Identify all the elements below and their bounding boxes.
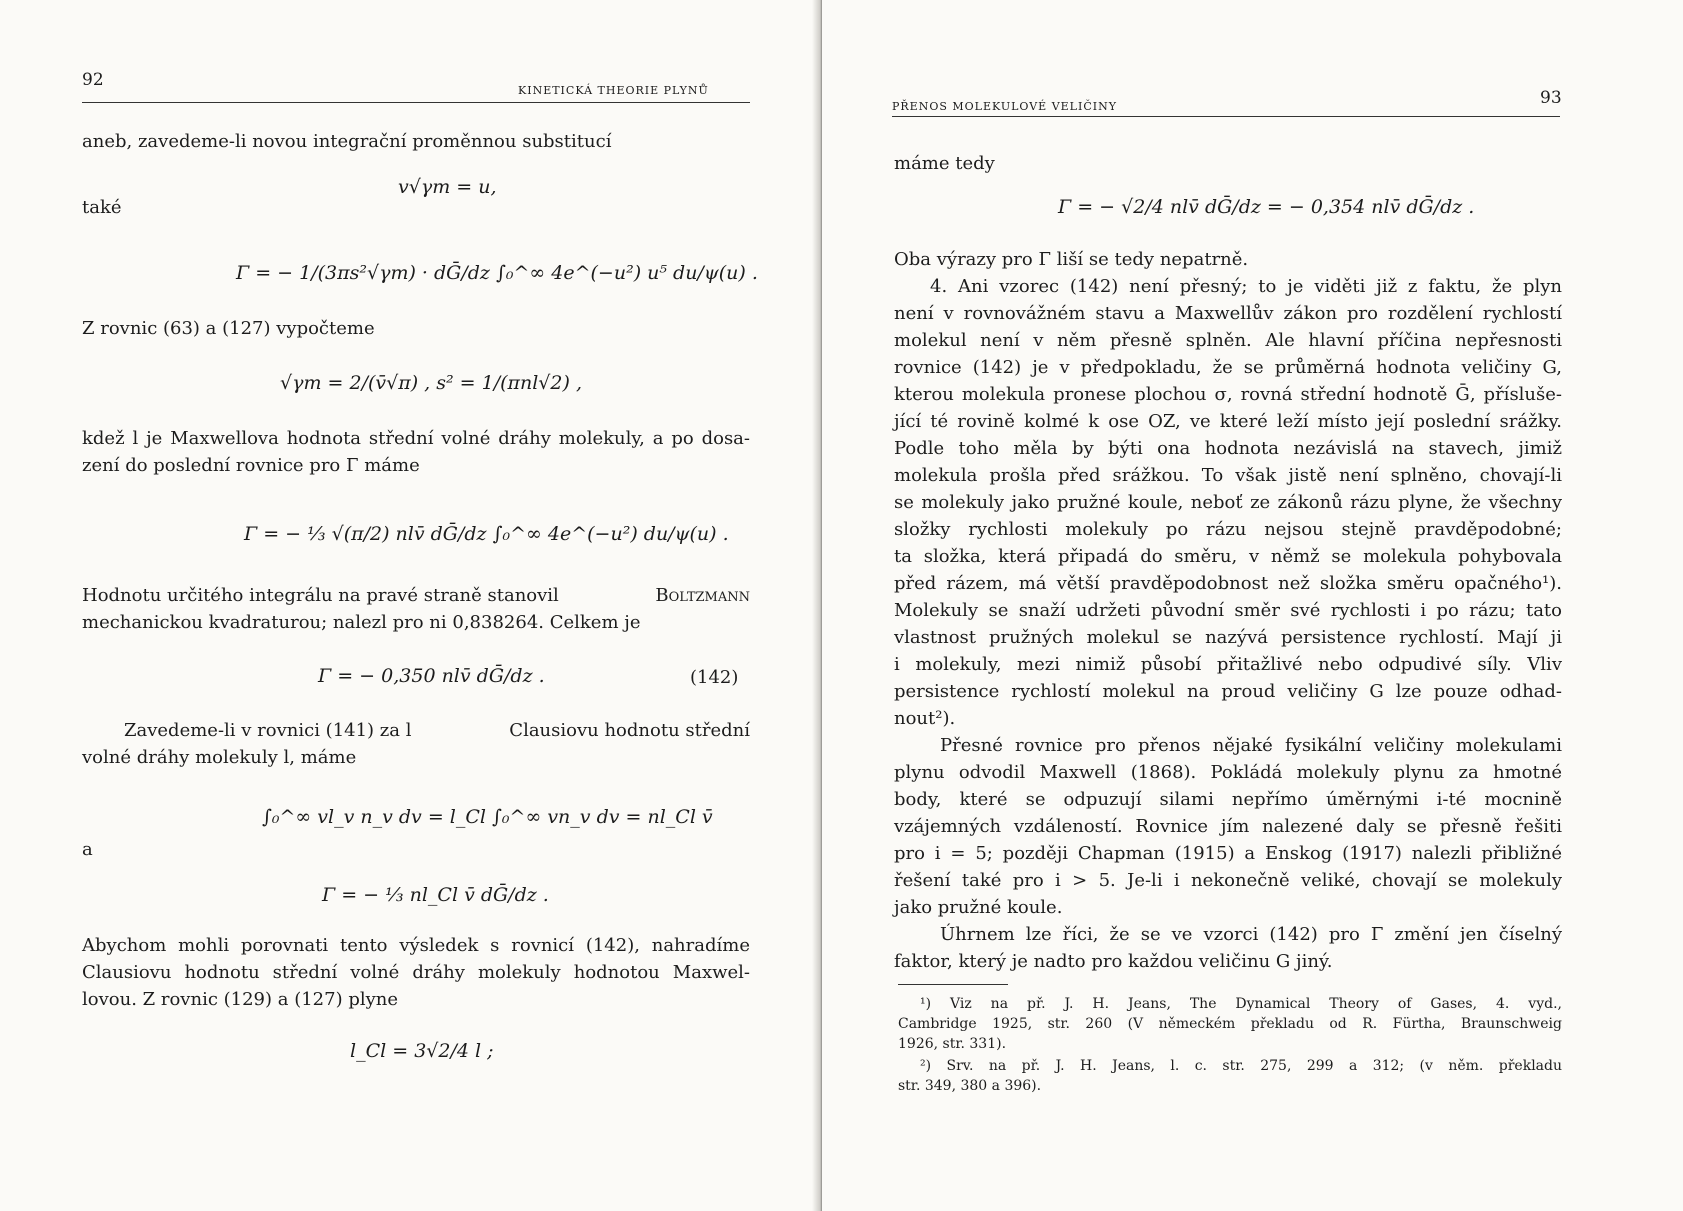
formula: l_Cl = 3√2/4 l ; xyxy=(350,1040,494,1062)
footnote-line: str. 349, 380 a 396). xyxy=(898,1078,1042,1094)
text-line: rovnice (142) je v předpokladu, že se průměrná hodnota veličiny G, xyxy=(894,357,1562,378)
text-line: máme tedy xyxy=(894,153,995,174)
text-line: vzájemných vzdáleností. Rovnice jím nalezené daly se přesně řešiti xyxy=(894,816,1562,837)
text-line: řešení také pro i > 5. Je-li i nekonečně veliké, chovají se molekuly xyxy=(894,870,1562,891)
running-head: KINETICKÁ THEORIE PLYNŮ xyxy=(518,84,709,97)
text-line: Úhrnem lze říci, že se ve vzorci (142) pro Γ změní jen číselný xyxy=(940,924,1562,945)
text-line: před rázem, má větší pravděpodobnost než složka směru opačného¹). xyxy=(894,573,1562,594)
text-line: jící té rovině kolmé k ose OZ, ve které leží místo její poslední srážky. xyxy=(894,411,1562,432)
text-line: mechanickou kvadraturou; nalezl pro ni 0,838264. Celkem je xyxy=(82,612,641,633)
text-line: se molekuly jako pružné koule, neboť ze zákonů rázu plyne, že všechny xyxy=(894,492,1562,513)
header-rule xyxy=(82,102,750,103)
equation-number: (142) xyxy=(690,667,739,688)
text-line: jako pružné koule. xyxy=(894,897,1063,918)
header-rule xyxy=(892,116,1560,117)
footnote-line: ¹) Viz na př. J. H. Jeans, The Dynamical Theory of Gases, 4. vyd., xyxy=(920,996,1562,1012)
footnote-rule xyxy=(898,984,1008,985)
text-line xyxy=(82,582,750,609)
right-page xyxy=(822,0,1683,1211)
text-line: Z rovnic (63) a (127) vypočteme xyxy=(82,318,375,339)
text-line: 4. Ani vzorec (142) není přesný; to je viděti již z faktu, že plyn xyxy=(930,276,1562,297)
author-name: Boltzmann xyxy=(655,585,750,606)
page-number: 92 xyxy=(82,70,104,90)
footnote-line: ²) Srv. na př. J. H. Jeans, l. c. str. 275, 299 a 312; (v něm. překladu xyxy=(920,1058,1562,1074)
text-span: , máme xyxy=(289,747,357,768)
text-line: vlastnost pružných molekul se nazývá persistence rychlostí. Mají ji xyxy=(894,627,1562,648)
formula: Γ = − ⅓ nl_Cl v̄ dḠ/dz . xyxy=(322,884,549,906)
text-line: a xyxy=(82,839,93,860)
text-line: také xyxy=(82,197,122,218)
text-line: kdež l je Maxwellova hodnota střední volné dráhy molekuly, a po dosa- xyxy=(82,428,750,449)
footnote-line: 1926, str. 331). xyxy=(898,1036,1007,1052)
text-line: Podle toho měla by býti ona hodnota nezávislá na stavech, jimiž xyxy=(894,438,1562,459)
left-page xyxy=(0,0,820,1211)
formula: Γ = − √2/4 nlv̄ dḠ/dz = − 0,354 nlv̄ dḠ/dz . xyxy=(1058,196,1475,218)
text-span: Clausiovu hodnotu střední xyxy=(509,720,750,741)
text-line: body, které se odpuzují silami nepřímo úměrnými i-té mocnině xyxy=(894,789,1562,810)
text-line: Molekuly se snaží udržeti původní směr své rychlosti i po rázu; tato xyxy=(894,600,1562,621)
formula: Γ = − 1/(3πs²√γm) · dḠ/dz ∫₀^∞ 4e^(−u²) u⁵ du/ψ(u) . xyxy=(236,262,758,284)
text-line: i molekuly, mezi nimiž působí přitažlivé nebo odpudivé síly. Vliv xyxy=(894,654,1562,675)
text-line: Clausiovu hodnotu střední volné dráhy molekuly hodnotou Maxwel- xyxy=(82,962,750,983)
text-line: složky rychlosti molekuly po rázu nejsou stejně pravděpodobné; xyxy=(894,519,1562,540)
formula: v√γm = u, xyxy=(398,176,497,198)
text-line: nout²). xyxy=(894,708,956,729)
text-line: Přesné rovnice pro přenos nějaké fysikální veličiny molekulami xyxy=(940,735,1562,756)
text-span: Hodnotu určitého integrálu na pravé straně stanovil xyxy=(82,585,559,606)
running-head: PŘENOS MOLEKULOVÉ VELIČINY xyxy=(892,100,1117,113)
formula: Γ = − ⅓ √(π/2) nlv̄ dḠ/dz ∫₀^∞ 4e^(−u²) du/ψ(u) . xyxy=(244,523,729,545)
formula: Γ = − 0,350 nlv̄ dḠ/dz . xyxy=(318,665,545,687)
text-line: aneb, zavedeme-li novou integrační proměnnou substitucí xyxy=(82,131,612,152)
text-line: faktor, který je nadto pro každou veličinu G jiný. xyxy=(894,951,1333,972)
text-span: volné dráhy molekuly l xyxy=(82,747,290,768)
text-line xyxy=(82,744,356,771)
text-line: lovou. Z rovnic (129) a (127) plyne xyxy=(82,989,399,1010)
text-line xyxy=(124,717,750,744)
text-line: persistence rychlostí molekul na proud veličiny G lze pouze odhad- xyxy=(894,681,1562,702)
text-line: není v rovnovážném stavu a Maxwellův zákon pro rozdělení rychlostí xyxy=(894,303,1562,324)
text-line: kterou molekula pronese plochou σ, rovná střední hodnotě Ḡ, přísluše- xyxy=(894,384,1562,405)
text-line: zení do poslední rovnice pro Γ máme xyxy=(82,455,420,476)
text-line: molekula prošla před srážkou. To však jistě není splněno, chovají-li xyxy=(894,465,1562,486)
text-line: Oba výrazy pro Γ liší se tedy nepatrně. xyxy=(894,249,1249,270)
page-number: 93 xyxy=(1540,88,1562,108)
formula: √γm = 2/(v̄√π) , s² = 1/(πnl√2) , xyxy=(280,372,582,394)
text-span: Zavedeme-li v rovnici (141) za l xyxy=(124,720,412,741)
text-line: Abychom mohli porovnati tento výsledek s rovnicí (142), nahradíme xyxy=(82,935,750,956)
text-line: pro i = 5; později Chapman (1915) a Enskog (1917) nalezli přibližné xyxy=(894,843,1562,864)
footnote-line: Cambridge 1925, str. 260 (V německém překladu od R. Fürtha, Braunschweig xyxy=(898,1016,1562,1032)
text-line: molekul není v něm přesně splněn. Ale hlavní příčina nepřesnosti xyxy=(894,330,1562,351)
formula: ∫₀^∞ vl_v n_v dv = l_Cl ∫₀^∞ vn_v dv = nl_Cl v̄ xyxy=(262,806,713,828)
text-line: ta složka, která připadá do směru, v němž se molekula pohybovala xyxy=(894,546,1562,567)
text-line: plynu odvodil Maxwell (1868). Pokládá molekuly plynu za hmotné xyxy=(894,762,1562,783)
